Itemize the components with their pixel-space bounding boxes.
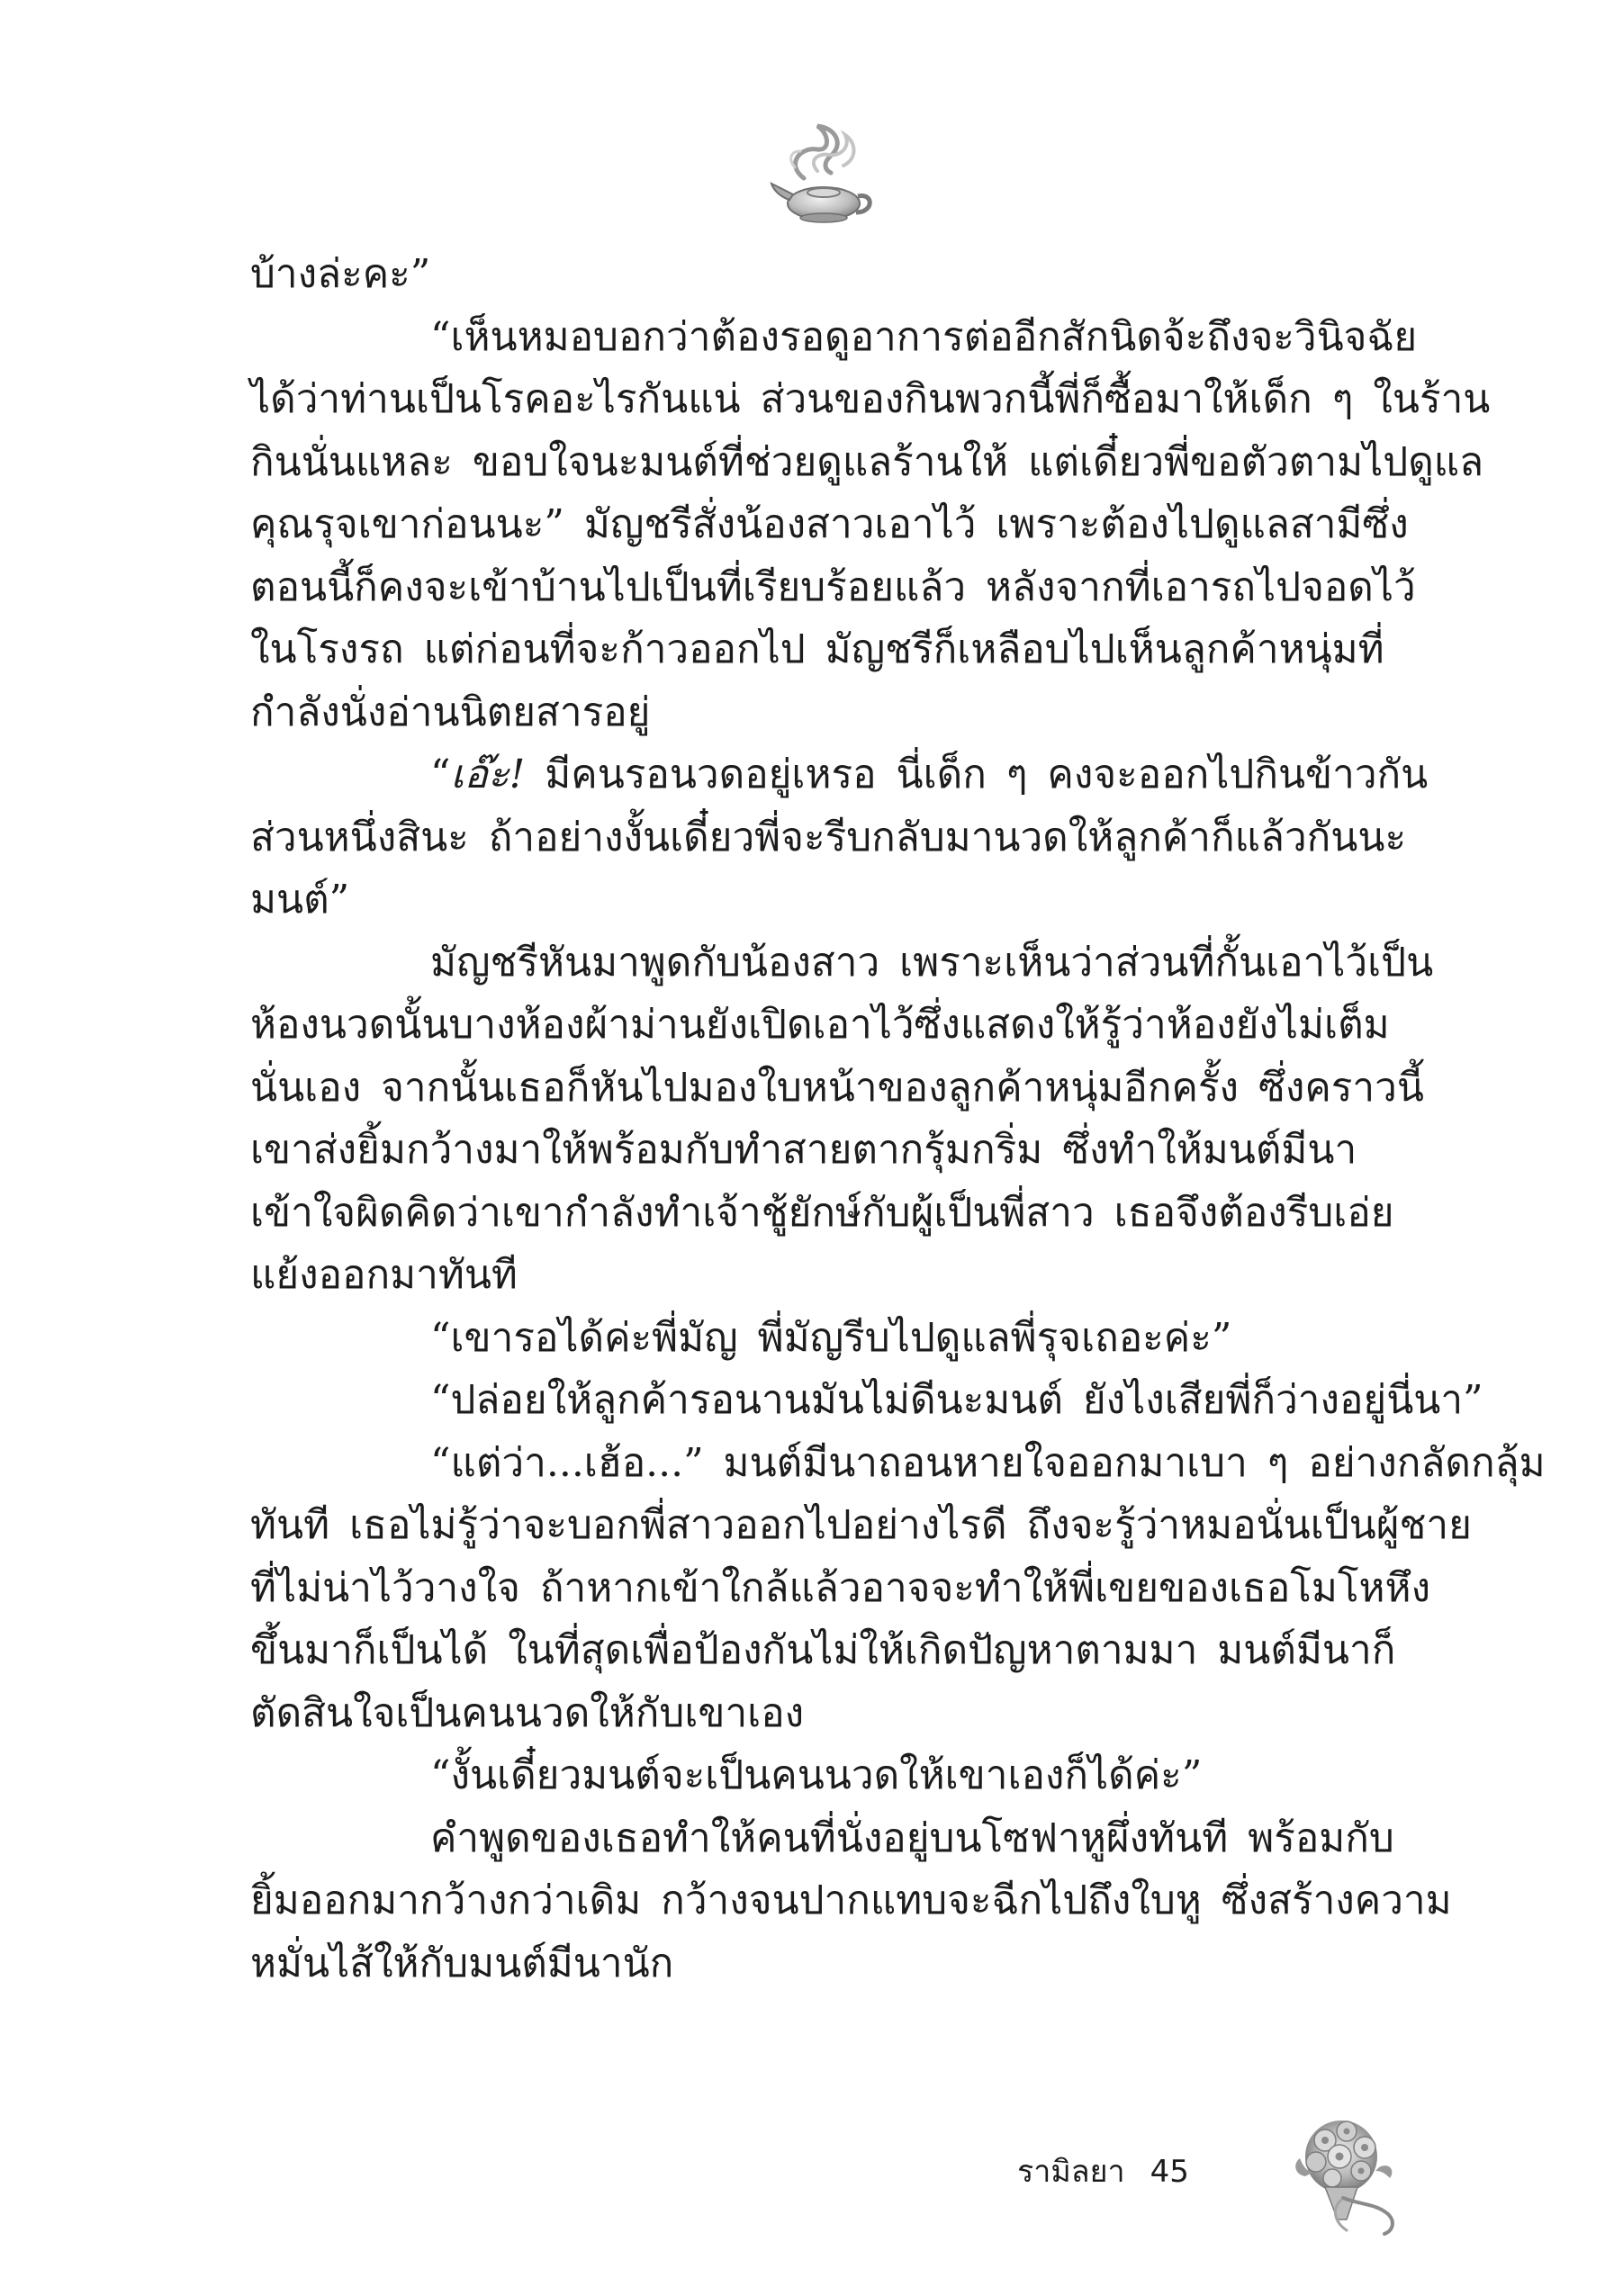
text-line: ทันที เธอไม่รู้ว่าจะบอกพี่สาวออกไปอย่างไรดี ถึงจะรู้ว่าหมอนั่นเป็นผู้ชาย — [250, 1502, 1472, 1548]
text-line: ได้ว่าท่านเป็นโรคอะไรกันแน่ ส่วนของกินพวกนี้พี่ก็ซื้อมาให้เด็ก ๆ ในร้าน — [250, 376, 1491, 422]
text-line — [250, 743, 1429, 806]
text-line: มัญชรีหันมาพูดกับน้องสาว เพราะเห็นว่าส่วนที่กั้นเอาไว้เป็น — [430, 939, 1434, 986]
italic-exclamation: เอ๊ะ! — [450, 752, 526, 797]
text-line: ห้องนวดนั้นบางห้องผ้าม่านยังเปิดเอาไว้ซึ่งแสดงให้รู้ว่าห้องยังไม่เต็ม — [250, 1002, 1390, 1048]
text-line: ขึ้นมาก็เป็นได้ ในที่สุดเพื่อป้องกันไม่ให้เกิดปัญหาตามมา มนต์มีนาก็ — [250, 1627, 1396, 1673]
flower-bouquet-icon — [1289, 2104, 1415, 2239]
text-line: เข้าใจผิดคิดว่าเขากำลังทำเจ้าชู้ยักษ์กับผู้เป็นพี่สาว เธอจึงต้องรีบเอ่ย — [250, 1189, 1394, 1236]
text-line: “เห็นหมอบอกว่าต้องรอดูอาการต่ออีกสักนิดจ้ะถึงจะวินิจฉัย — [430, 313, 1418, 360]
text-line: คุณรุจเขาก่อนนะ” มัญชรีสั่งน้องสาวเอาไว้ เพราะต้องไปดูแลสามีซึ่ง — [250, 501, 1409, 547]
text-line: นั่นเอง จากนั้นเธอก็หันไปมองใบหน้าของลูกค้าหนุ่มอีกครั้ง ซึ่งคราวนี้ — [250, 1064, 1424, 1111]
text-line: ส่วนหนึ่งสินะ ถ้าอย่างงั้นเดี๋ยวพี่จะรีบกลับมานวดให้ลูกค้าก็แล้วกันนะ — [250, 814, 1407, 860]
text-line: เขาส่งยิ้มกว้างมาให้พร้อมกับทำสายตากรุ้มกริ่ม ซึ่งทำให้มนต์มีนา — [250, 1127, 1357, 1173]
text-line: คำพูดของเธอทำให้คนที่นั่งอยู่บนโซฟาหูผึ่งทันที พร้อมกับ — [430, 1814, 1394, 1861]
text-line-rest: มีคนรอนวดอยู่เหรอ นี่เด็ก ๆ คงจะออกไปกินข้าวกัน — [525, 752, 1429, 797]
text-line: มนต์” — [250, 877, 350, 923]
text-line: หมั่นไส้ให้กับมนต์มีนานัก — [250, 1940, 674, 1986]
text-line: ตอนนี้ก็คงจะเข้าบ้านไปเป็นที่เรียบร้อยแล้ว หลังจากที่เอารถไปจอดไว้ — [250, 563, 1416, 610]
page-number: 45 — [1150, 2154, 1189, 2190]
text-line: ตัดสินใจเป็นคนนวดให้กับเขาเอง — [250, 1689, 805, 1736]
text-line: “เขารอได้ค่ะพี่มัญ พี่มัญรีบไปดูแลพี่รุจเถอะค่ะ” — [430, 1314, 1232, 1361]
text-line: ที่ไม่น่าไว้วางใจ ถ้าหากเข้าใกล้แล้วอาจจะทำให้พี่เขยของเธอโมโหหึง — [250, 1564, 1431, 1611]
text-line: ยิ้มออกมากว้างกว่าเดิม กว้างจนปากแทบจะฉีกไปถึงใบหู ซึ่งสร้างความ — [250, 1877, 1452, 1923]
text-line: กินนั่นแหละ ขอบใจนะมนต์ที่ช่วยดูแลร้านให้ แต่เดี๋ยวพี่ขอตัวตามไปดูแล — [250, 438, 1484, 485]
text-line: “งั้นเดี๋ยวมนต์จะเป็นคนนวดให้เขาเองก็ได้ค่ะ” — [430, 1752, 1203, 1798]
text-line: กำลังนั่งอ่านนิตยสารอยู่ — [250, 689, 651, 735]
text-line: “แต่ว่า...เฮ้อ...” มนต์มีนาถอนหายใจออกมาเบา ๆ อย่างกลัดกลุ้ม — [430, 1439, 1546, 1486]
body-text — [250, 243, 1546, 1994]
teapot-with-steam-icon — [768, 115, 876, 228]
text-line: “ปล่อยให้ลูกค้ารอนานมันไม่ดีนะมนต์ ยังไงเสียพี่ก็ว่างอยู่นี่นา” — [430, 1377, 1483, 1423]
open-quote: “ — [430, 752, 451, 797]
text-line: ในโรงรถ แต่ก่อนที่จะก้าวออกไป มัญชรีก็เหลือบไปเห็นลูกค้าหนุ่มที่ — [250, 626, 1384, 672]
page-footer — [1017, 2140, 1189, 2203]
text-line: แย้งออกมาทันที — [250, 1252, 518, 1298]
running-title: รามิลยา — [1017, 2154, 1125, 2190]
text-line: บ้างล่ะคะ” — [250, 251, 431, 297]
